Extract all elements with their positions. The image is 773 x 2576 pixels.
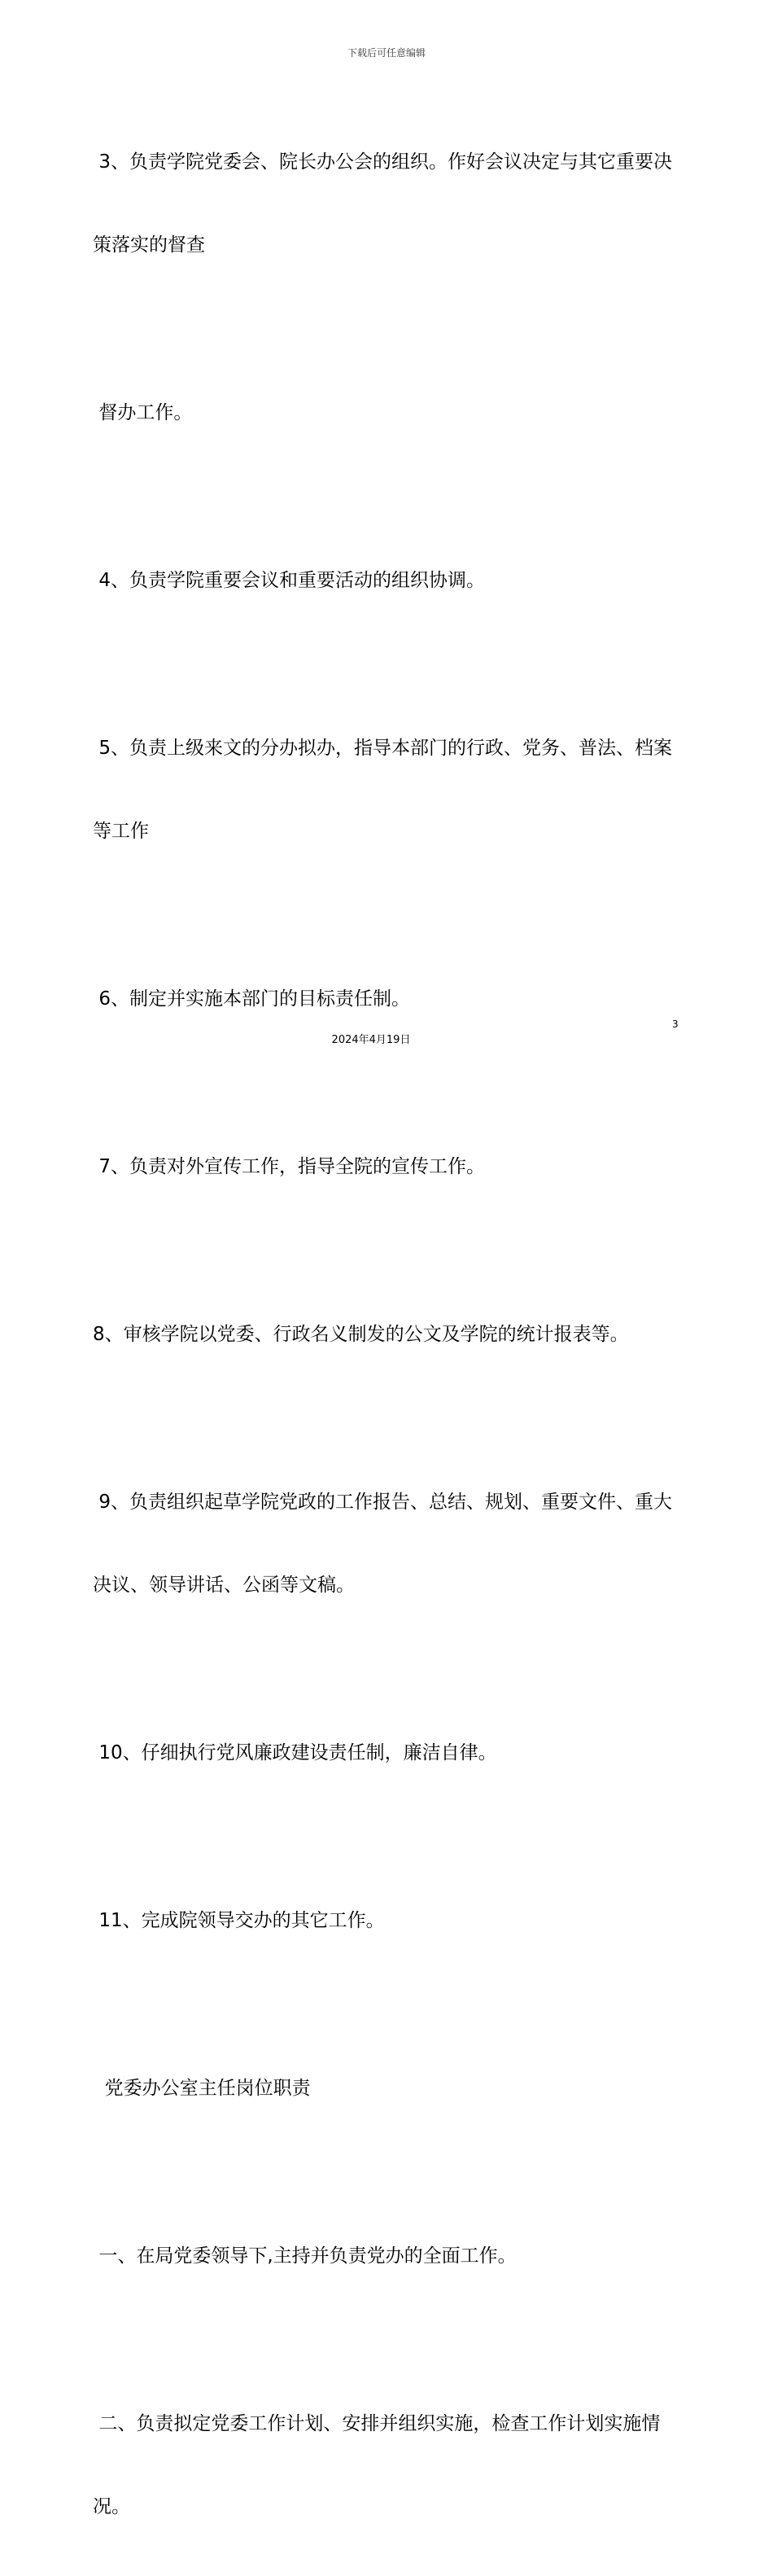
section-heading-text: 党委办公室主任岗位职责 [93, 2078, 311, 2099]
section-heading [93, 2019, 680, 2158]
paragraph [93, 2355, 680, 2576]
paragraph [93, 1433, 680, 1654]
paragraph-line: 3、负责学院党委会、院长办公会的组织。作好会议决定与其它重要决 [93, 151, 672, 173]
paragraph [93, 679, 680, 900]
paragraph-line: 10、仔细执行党风廉政建设责任制，廉洁自律。 [93, 1742, 497, 1763]
paragraph [93, 93, 680, 314]
paragraph [93, 1265, 680, 1404]
paragraph-line: 一、在局党委领导下,主持并负责党办的全面工作。 [93, 2245, 517, 2267]
paragraph-line: 5、负责上级来文的分办拟办，指导本部门的行政、党务、普法、档案 [93, 738, 672, 759]
paragraph-line: 4、负责学院重要会议和重要活动的组织协调。 [93, 570, 485, 591]
page-header: 下载后可任意编辑 [347, 47, 426, 59]
paragraph [93, 1684, 680, 1822]
paragraph [93, 1851, 680, 1990]
paragraph-line: 11、完成院领导交办的其它工作。 [93, 1910, 385, 1931]
paragraph-line: 况。 [93, 2496, 130, 2517]
document-body [93, 93, 680, 2576]
paragraph-line: 等工作 [93, 821, 149, 842]
paragraph [93, 1097, 680, 1236]
paragraph-line: 7、负责对外宣传工作，指导全院的宣传工作。 [93, 1156, 485, 1177]
paragraph-line: 督办工作。 [93, 402, 193, 423]
paragraph-line: 6、制定并实施本部门的目标责任制。 [93, 988, 410, 1010]
page-footer-date: 2024年4月19日 [331, 1034, 411, 1046]
page-number: 3 [672, 1019, 679, 1030]
paragraph [93, 344, 680, 482]
paragraph-line: 策落实的督查 [93, 234, 205, 256]
paragraph-line: 决议、领导讲话、公函等文稿。 [93, 1575, 355, 1596]
paragraph [93, 511, 680, 650]
paragraph [93, 2187, 680, 2325]
paragraph-line: 二、负责拟定党委工作计划、安排并组织实施，检查工作计划实施情 [93, 2413, 661, 2434]
paragraph-line: 9、负责组织起草学院党政的工作报告、总结、规划、重要文件、重大 [93, 1492, 672, 1513]
paragraph-line: 8、审核学院以党委、行政名义制发的公文及学院的统计报表等。 [93, 1324, 629, 1345]
